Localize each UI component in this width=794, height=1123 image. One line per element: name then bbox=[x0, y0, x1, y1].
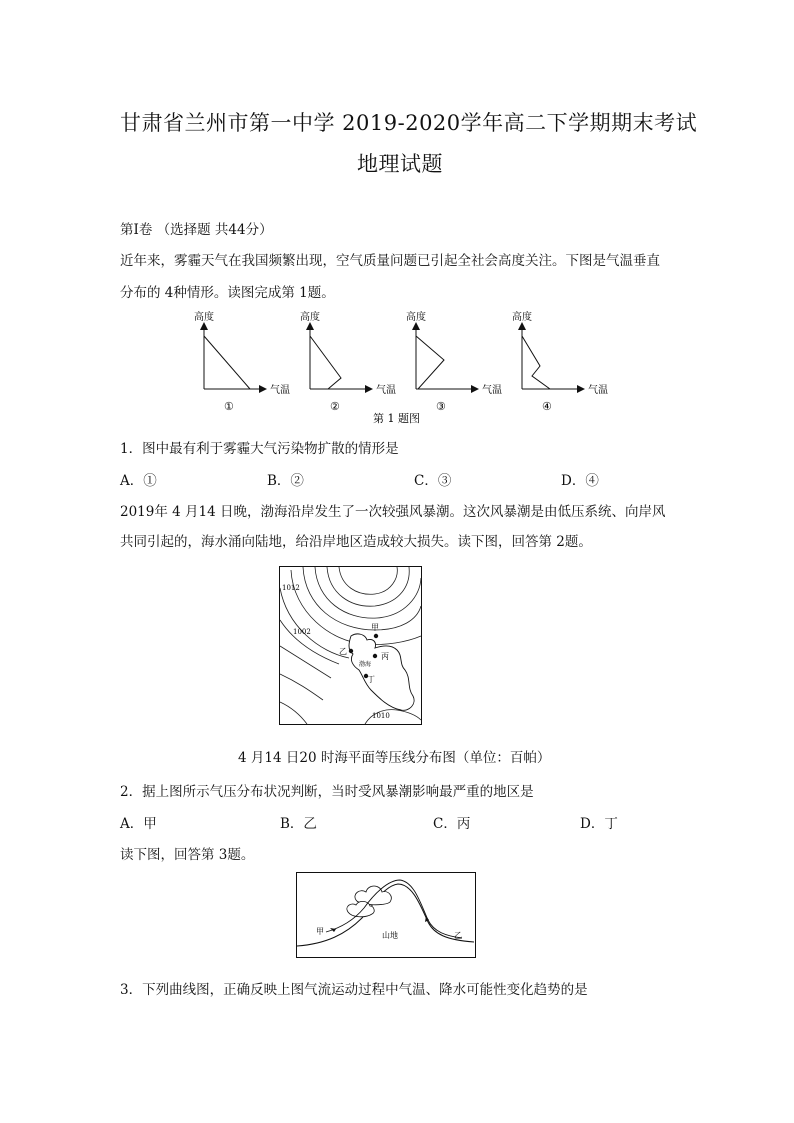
figure3-mountain-airflow bbox=[296, 872, 476, 958]
q1-option-a[interactable]: A．① bbox=[120, 473, 157, 489]
q2-option-c[interactable]: C．丙 bbox=[433, 816, 471, 832]
figure1-panel-2 bbox=[300, 310, 396, 413]
intro1-line1: 近年来，雾霾天气在我国频繁出现，空气质量问题已引起全社会高度关注。下图是气温垂直 bbox=[120, 253, 660, 269]
document-subtitle: 地理试题 bbox=[357, 152, 443, 176]
intro2-line1: 2019年 4 月14 日晚，渤海沿岸发生了一次较强风暴潮。这次风暴潮是由低压系统、向岸风 bbox=[120, 504, 666, 520]
place-jia: 甲 bbox=[371, 623, 379, 632]
figure1-x-label: 气温 bbox=[376, 385, 396, 396]
figure1-panel-label: ② bbox=[330, 400, 340, 413]
figure1-y-label: 高度 bbox=[512, 312, 532, 323]
q1-stem: 1．图中最有利于雾霾大气污染物扩散的情形是 bbox=[120, 441, 399, 457]
figure1-panel-label: ④ bbox=[542, 400, 552, 413]
intro1-line2: 分布的 4种情形。读图完成第 1题。 bbox=[120, 285, 335, 301]
place-ding: 丁 bbox=[367, 675, 375, 684]
q1-option-d[interactable]: D．④ bbox=[561, 473, 599, 489]
intro2-line2: 共同引起的，海水涌向陆地，给沿岸地区造成较大损失。读下图，回答第 2题。 bbox=[120, 534, 592, 550]
q2-option-b[interactable]: B．乙 bbox=[280, 816, 317, 832]
figure1-panel-3 bbox=[406, 310, 502, 413]
figure2-isobar-map bbox=[279, 566, 422, 725]
isobar-label-1012: 1012 bbox=[282, 584, 300, 592]
figure1-panel-label: ③ bbox=[436, 400, 446, 413]
q2-stem: 2．据上图所示气压分布状况判断，当时受风暴潮影响最严重的地区是 bbox=[120, 784, 534, 800]
figure1-x-label: 气温 bbox=[482, 385, 502, 396]
figure1-y-label: 高度 bbox=[406, 312, 426, 323]
isobar-label-1002: 1002 bbox=[293, 628, 311, 636]
section-heading: 第Ⅰ卷 （选择题 共44分） bbox=[120, 222, 273, 238]
figure1-panel-label: ① bbox=[224, 400, 234, 413]
q2-option-d[interactable]: D．丁 bbox=[580, 816, 618, 832]
figure1-y-label: 高度 bbox=[300, 312, 320, 323]
figure1-panel-1 bbox=[194, 310, 290, 413]
figure1-y-label: 高度 bbox=[194, 312, 214, 323]
place-bing: 丙 bbox=[381, 652, 389, 661]
q2-option-a[interactable]: A．甲 bbox=[120, 816, 157, 832]
document-title: 甘肃省兰州市第一中学 2019-2020学年高二下学期期末考试 bbox=[120, 111, 698, 135]
isobar-label-1010: 1010 bbox=[372, 712, 390, 720]
label-yi: 乙 bbox=[454, 931, 462, 940]
figure1-x-label: 气温 bbox=[270, 385, 290, 396]
q1-option-b[interactable]: B．② bbox=[267, 473, 304, 489]
label-jia: 甲 bbox=[316, 927, 324, 936]
figure1-temperature-profiles bbox=[180, 308, 620, 426]
figure1-x-label: 气温 bbox=[588, 385, 608, 396]
figure1-caption: 第 1 题图 bbox=[373, 412, 420, 425]
figure1-panel-4 bbox=[512, 310, 608, 413]
sea-label: 渤海 bbox=[359, 661, 372, 668]
figure2-caption: 4 月14 日20 时海平面等压线分布图（单位：百帕） bbox=[238, 750, 551, 766]
place-yi: 乙 bbox=[339, 647, 347, 656]
label-mountain: 山地 bbox=[382, 931, 398, 940]
q3-stem: 3．下列曲线图，正确反映上图气流运动过程中气温、降水可能性变化趋势的是 bbox=[120, 982, 588, 998]
q1-option-c[interactable]: C．③ bbox=[414, 473, 452, 489]
intro3-line1: 读下图，回答第 3题。 bbox=[120, 847, 255, 863]
